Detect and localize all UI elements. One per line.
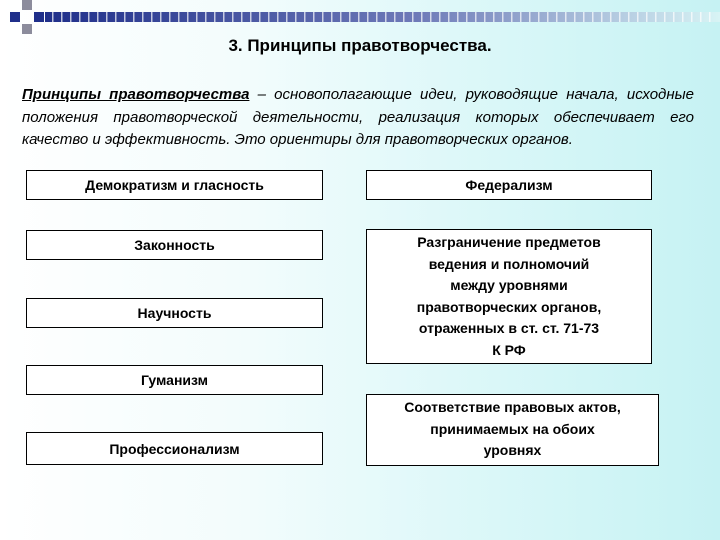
delimitation-line: между уровнями: [450, 277, 568, 293]
conformity-line: принимаемых на обоих: [430, 420, 595, 437]
decorative-header-band: [0, 0, 720, 40]
conformity-line: Соответствие правовых актов,: [404, 399, 621, 415]
band-stripes: [45, 12, 720, 22]
principle-conformity-box: [366, 394, 659, 466]
deco-square-dark-2: [34, 12, 44, 22]
delimitation-line: Разграничение предметов: [417, 234, 601, 250]
delimitation-line: отраженных в ст. ст. 71-73: [418, 320, 600, 336]
definition-paragraph: [22, 84, 694, 152]
principle-legality-box: [26, 230, 323, 260]
slide-title: 3. Принципы правотворчества.: [228, 36, 492, 55]
definition-text: – основополагающие идеи, руководящие начала, исходные положения правотворческой деятельности, реализация которых обеспечивает его качество и эффективность. Это ориентиры для правотворческих органов.: [22, 86, 694, 148]
principle-professionalism-box: [26, 432, 323, 465]
principle-label: Законность: [134, 237, 215, 253]
principle-label: Научность: [137, 305, 212, 321]
delimitation-line: К РФ: [492, 341, 526, 358]
deco-square-gray-1: [22, 0, 32, 10]
principle-federalism-box: [366, 170, 652, 200]
delimitation-line: правотворческих органов,: [416, 298, 602, 315]
principle-label: Профессионализм: [109, 440, 240, 457]
principle-label: Гуманизм: [141, 372, 208, 388]
delimitation-line: ведения и полномочий: [428, 255, 590, 272]
conformity-text: [404, 397, 620, 462]
principle-scientific-box: [26, 298, 323, 328]
definition-term: Принципы правотворчества: [22, 86, 250, 103]
deco-square-gray-2: [22, 24, 32, 34]
principle-humanism-box: [26, 365, 323, 395]
principle-delimitation-box: [366, 229, 652, 364]
principle-label: Федерализм: [465, 177, 553, 193]
deco-square-dark-1: [10, 12, 20, 22]
principle-democratism-box: [26, 170, 323, 200]
delimitation-text: [417, 232, 601, 361]
principle-label: Демократизм и гласность: [85, 177, 264, 193]
conformity-line: уровнях: [483, 442, 542, 458]
